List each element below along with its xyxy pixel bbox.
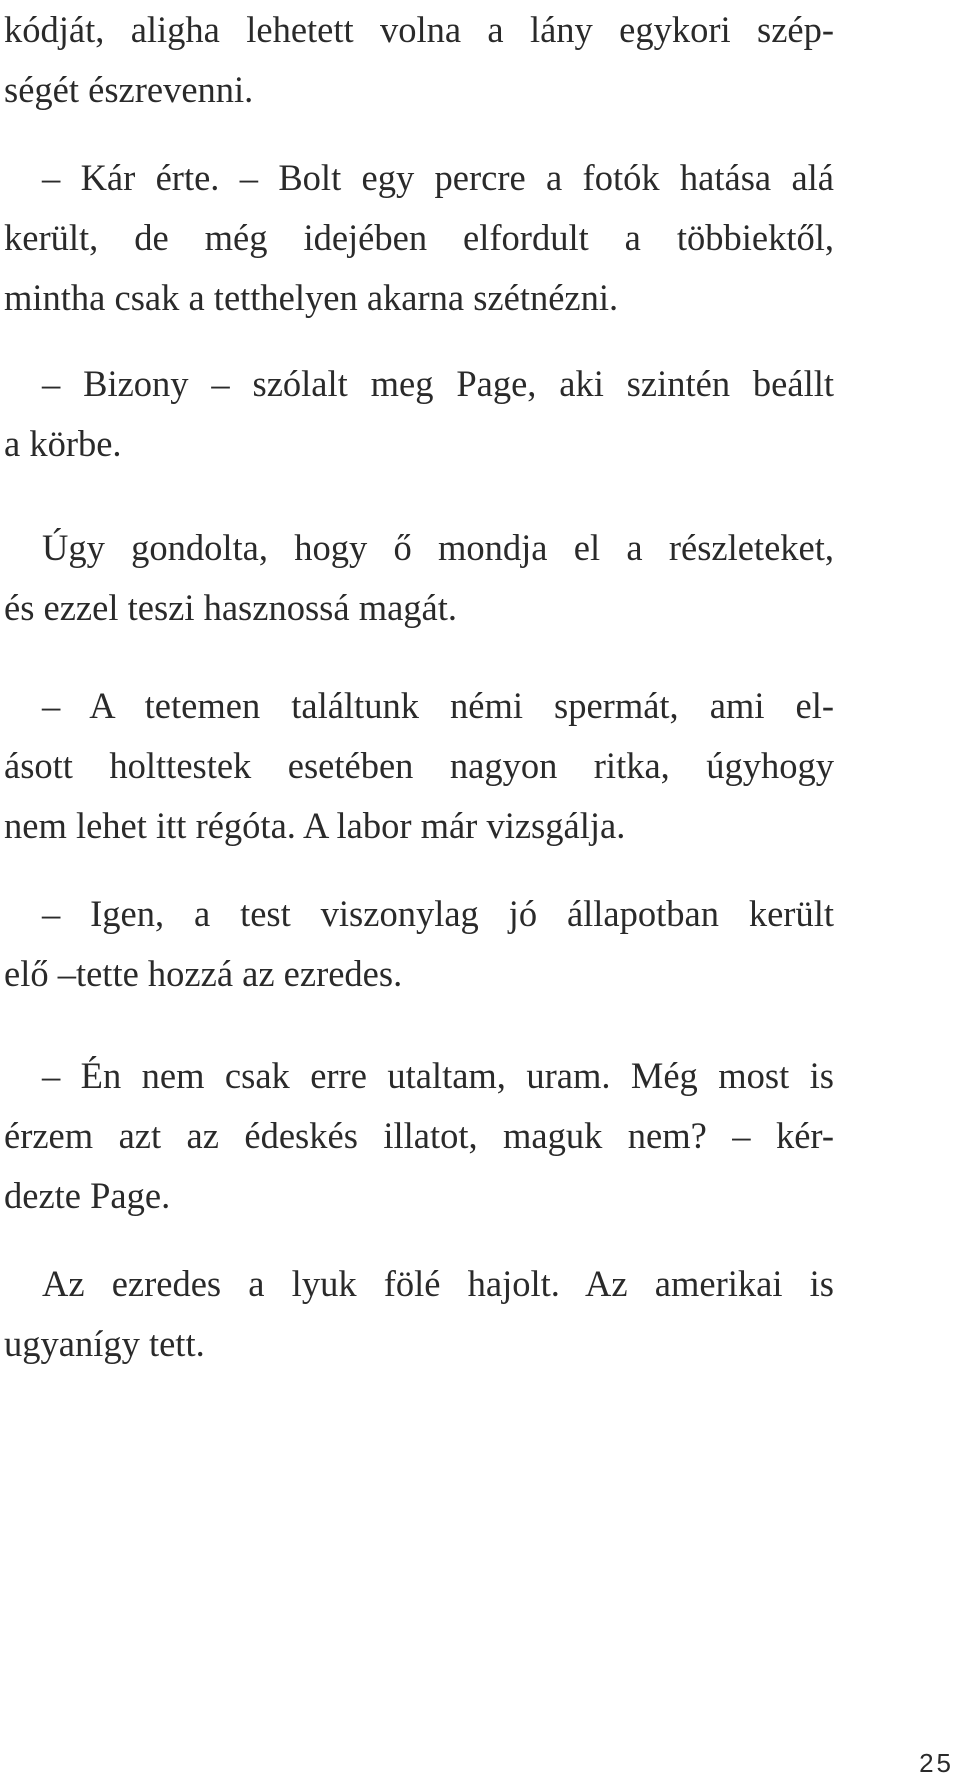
text-line: – Bizony – szólalt meg Page, aki szintén beállt [42,363,834,404]
text-line: Az ezredes a lyuk fölé hajolt. Az amerikai is [42,1263,834,1304]
text-line: ségét észrevenni. [4,69,254,110]
text-line: és ezzel teszi hasznossá magát. [4,587,458,628]
paragraph-1 [4,0,834,120]
text-line: nem lehet itt régóta. A labor már vizsgálja. [4,805,626,846]
text-line: a körbe. [4,423,122,464]
text-line: – Igen, a test viszonylag jó állapotban került [42,893,834,934]
text-line: mintha csak a tetthelyen akarna szétnézni. [4,277,619,318]
text-line: Úgy gondolta, hogy ő mondja el a részleteket, [42,527,834,568]
text-line: ásott holttestek esetében nagyon ritka, úgyhogy [4,745,834,786]
page-number: 25 [919,1748,954,1778]
paragraph-5 [4,676,834,856]
paragraph-2 [4,148,834,328]
text-line: – Kár érte. – Bolt egy percre a fotók hatása alá [42,157,834,198]
paragraph-8 [4,1254,834,1374]
text-line: dezte Page. [4,1175,171,1216]
text-line: került, de még idejében elfordult a többiektől, [4,217,834,258]
paragraph-3 [4,354,834,474]
paragraph-7 [4,1046,834,1226]
text-line: kódját, aligha lehetett volna a lány egykori szép- [4,9,834,50]
text-line: érzem azt az édeskés illatot, maguk nem? – kér- [4,1115,834,1156]
text-line: – A tetemen találtunk némi spermát, ami el- [42,685,834,726]
text-line: – Én nem csak erre utaltam, uram. Még most is [42,1055,834,1096]
paragraph-6 [4,884,834,1004]
text-line: elő –tette hozzá az ezredes. [4,953,403,994]
paragraph-4 [4,518,834,638]
text-line: ugyanígy tett. [4,1323,205,1364]
